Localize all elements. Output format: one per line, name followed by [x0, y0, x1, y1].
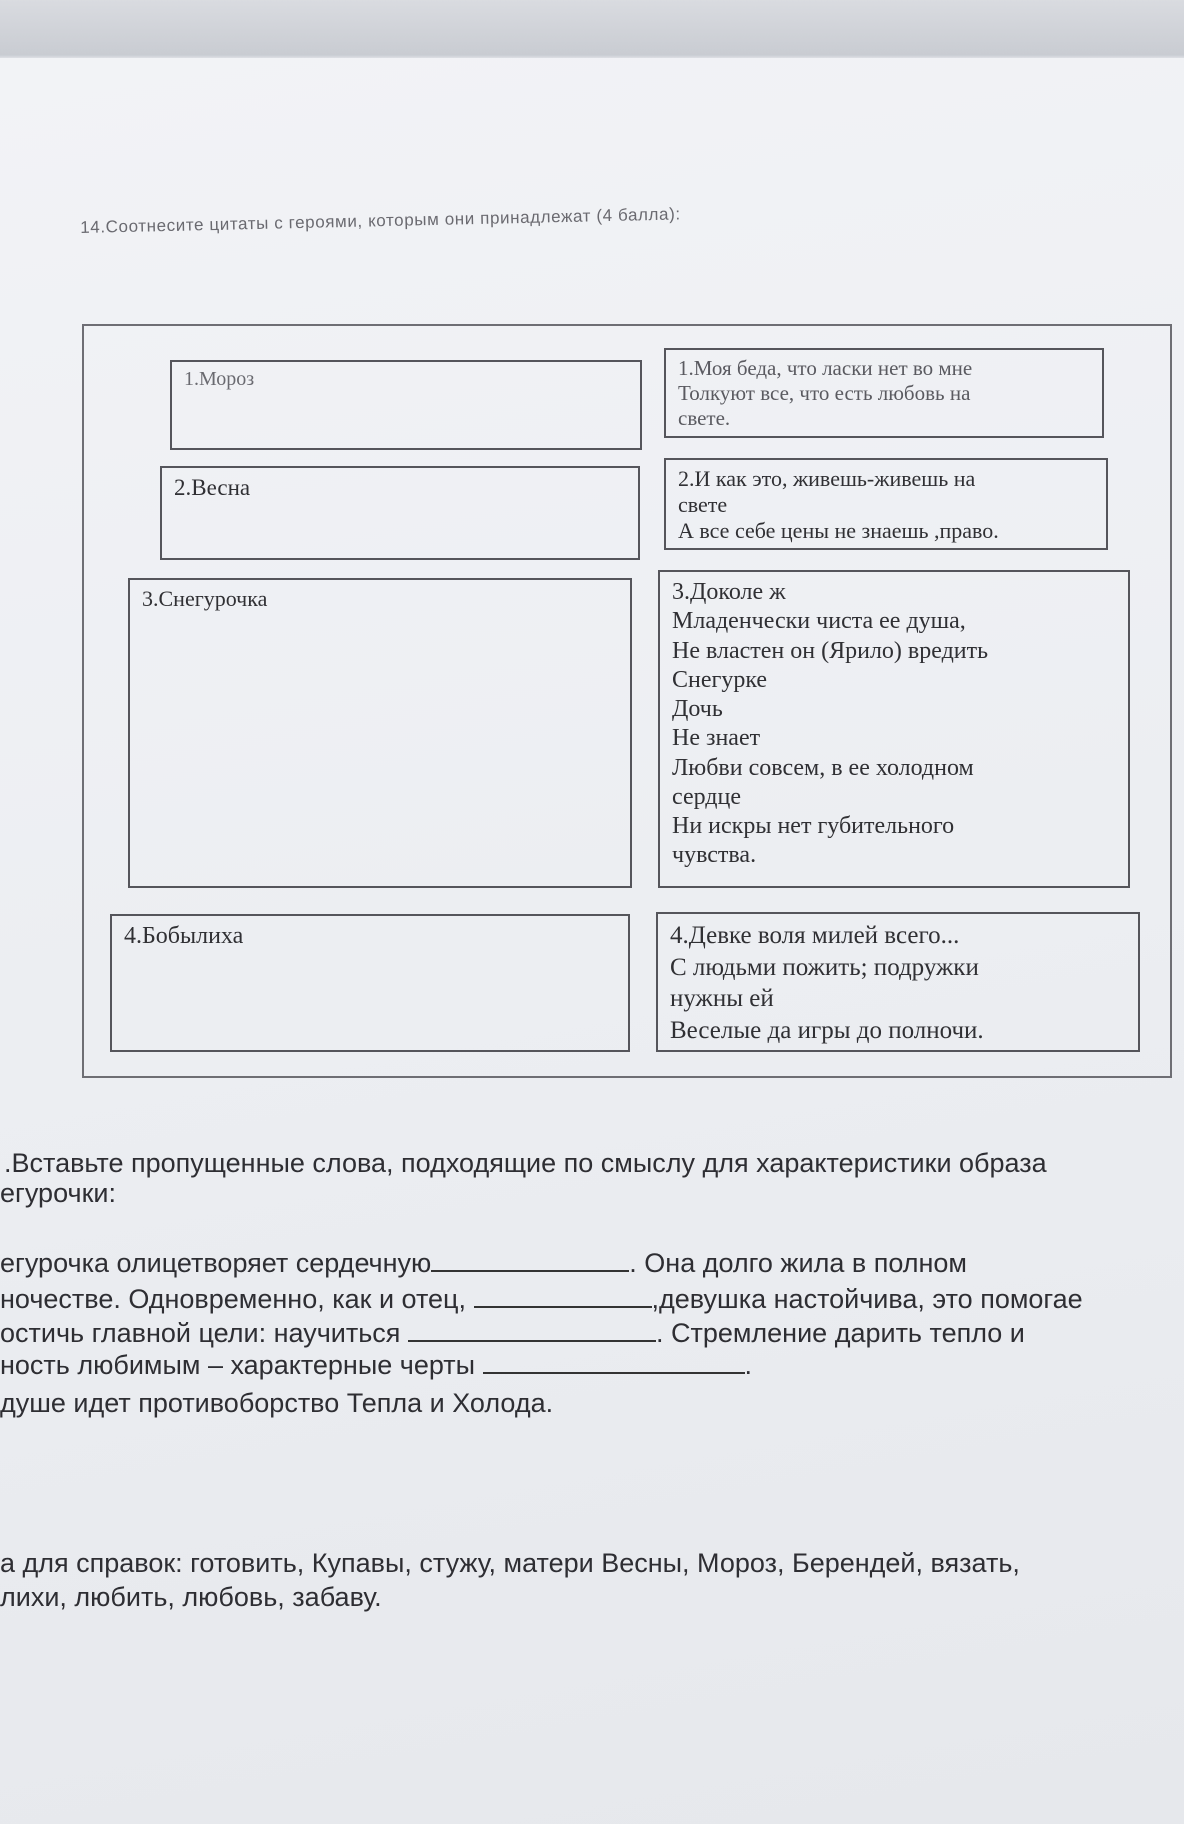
quote-line: свете. — [678, 405, 731, 430]
reference-words: а для справок: готовить, Купавы, стужу, матери Весны, Мороз, Берендей, вязать, — [0, 1548, 1020, 1578]
fill-text: . Она долго жила в полном — [629, 1248, 967, 1278]
fill-text: . — [744, 1350, 753, 1380]
fill-text: ность любимым – характерные черты — [0, 1350, 476, 1380]
reference-words-cont: лихи, любить, любовь, забаву. — [0, 1582, 382, 1612]
fill-line-1 — [0, 1248, 1184, 1279]
quote-line: Не знает — [672, 725, 761, 752]
hero-box-1 — [170, 360, 642, 450]
fill-line-2 — [0, 1284, 1184, 1315]
quote-line: Дочь — [672, 696, 723, 723]
quote-box-2 — [664, 458, 1108, 550]
fill-text: ночестве. Одновременно, как и отец, — [0, 1284, 467, 1314]
hero-box-4 — [110, 914, 630, 1052]
quote-line: 3.Доколе ж — [672, 579, 786, 605]
hero-label: 2.Весна — [174, 475, 251, 500]
hero-label: 4.Бобылиха — [124, 923, 244, 949]
fill-text: ,девушка настойчива, это помогае — [651, 1284, 1083, 1314]
quote-line: сердце — [672, 783, 741, 810]
quote-box-1 — [664, 348, 1104, 438]
quote-line: Младенчески чиста ее душа, — [672, 608, 966, 635]
answer-blank-1[interactable] — [431, 1250, 629, 1272]
fill-text: остичь главной цели: научиться — [0, 1318, 401, 1348]
quote-line: Толкуют все, что есть любовь на — [678, 380, 971, 405]
hero-label: 1.Мороз — [184, 368, 255, 390]
fill-text: . Стремление дарить тепло и — [655, 1318, 1025, 1348]
fill-line-3 — [0, 1318, 1184, 1349]
task-15-heading-cont: егурочки: — [0, 1178, 116, 1208]
fill-text: егурочка олицетворяет сердечную — [0, 1248, 432, 1278]
answer-blank-3[interactable] — [408, 1320, 656, 1342]
task-15-heading: .Вставьте пропущенные слова, подходящие по смыслу для характеристики образа — [4, 1148, 1047, 1178]
quote-line: 4.Девке воля милей всего... — [670, 922, 960, 949]
hero-label: 3.Снегурочка — [142, 586, 268, 611]
quote-line: Снегурке — [672, 666, 768, 693]
hero-box-3 — [128, 578, 632, 888]
quote-line: С людьми пожить; подружки — [670, 953, 979, 981]
quote-line: свете — [678, 491, 728, 517]
quote-line: Веселые да игры до полночи. — [670, 1016, 984, 1044]
quote-line: нужны ей — [670, 985, 774, 1012]
hero-box-2 — [160, 466, 640, 560]
answer-blank-2[interactable] — [474, 1286, 652, 1308]
quote-box-4 — [656, 912, 1140, 1052]
quote-line: Ни искры нет губительного — [672, 813, 955, 840]
quote-line: Не властен он (Ярило) вредить — [672, 637, 989, 664]
quote-box-3 — [658, 570, 1130, 888]
quote-line: Любви совсем, в ее холодном — [672, 754, 974, 781]
quote-line: А все себе цены не знаешь ,право. — [678, 517, 999, 543]
quote-line: 2.И как это, живешь-живешь на — [678, 466, 976, 491]
answer-blank-4[interactable] — [483, 1352, 745, 1374]
quote-line: чувства. — [672, 842, 757, 869]
quote-line: 1.Моя беда, что ласки нет во мне — [678, 356, 973, 380]
task-14-heading: 14.Соотнесите цитаты с героями, которым они принадлежат (4 балла): — [80, 204, 681, 237]
fill-line-4 — [0, 1350, 1184, 1381]
fill-line-5: душе идет противоборство Тепла и Холода. — [0, 1388, 554, 1418]
